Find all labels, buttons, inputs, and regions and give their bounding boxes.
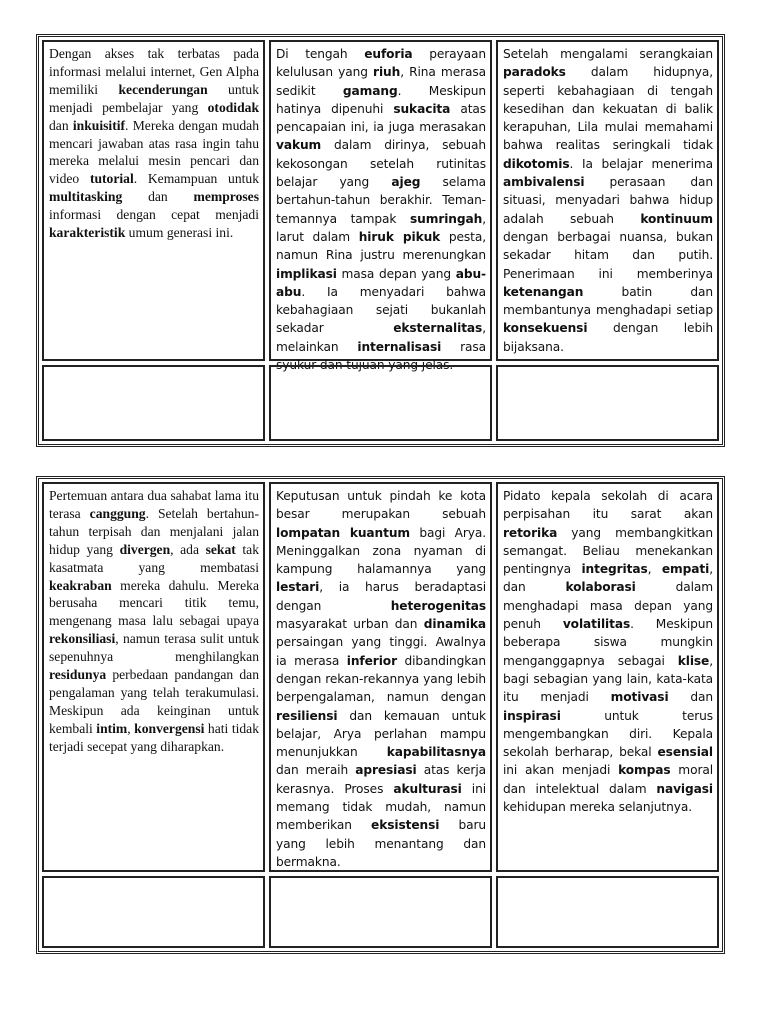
answer-box[interactable] [42,876,265,948]
key-term: sukacita [393,101,451,116]
text-segment: , melainkan [276,321,486,354]
text-segment: dengan lebih bijaksana. [503,321,713,354]
key-term: sekat [205,541,236,557]
text-segment: baru yang lebih menantang dan bermakna. [276,818,486,869]
text-segment: masa depan yang [336,266,456,281]
key-term: euforia [364,47,413,61]
key-term: memproses [193,189,259,205]
key-term: motivasi [610,690,669,705]
key-term: divergen [119,541,171,557]
text-segment: . Ia belajar menerima [569,156,713,171]
text-segment: hati tidak terjadi secepat yang diharapkan. [49,720,259,754]
key-term: retorika [503,525,558,540]
paragraph [503,487,713,816]
key-term: resiliensi [276,708,338,723]
key-term: akulturasi [393,781,462,796]
key-term: multitasking [49,189,123,205]
text-segment: , Rina merasa sedikit [276,65,486,98]
key-term: gamang [342,83,398,98]
key-term: navigasi [656,781,713,796]
text-segment: perayaan kelulusan yang [276,47,487,80]
text-segment: dengan berbagai nuansa, bukan sekadar hitam dan putih. Penerimaan ini memberinya [503,229,713,281]
key-term: sumringah [409,211,483,226]
card-grid [42,482,719,948]
key-term: abu-abu [276,266,486,299]
text-segment: dan [49,117,73,133]
answer-box[interactable] [496,365,719,441]
key-term: volatilitas [562,617,631,632]
paragraph [49,45,259,242]
key-term: esensial [657,745,713,760]
key-term: eksternalitas [393,321,483,336]
key-term: klise [677,653,710,668]
key-term: intim [96,720,128,736]
key-term: kapabilitasnya [386,745,486,760]
key-term: kolaborasi [565,580,636,595]
answer-box[interactable] [496,876,719,948]
text-segment: umum generasi ini. [125,225,234,241]
text-segment: bagi Arya. Meninggalkan zona nyaman di kampung halamannya yang [276,525,486,577]
key-term: hiruk pikuk [358,229,441,244]
key-term: implikasi [276,266,337,281]
paragraph [276,45,486,374]
key-term: dikotomis [503,156,570,171]
text-segment: perbedaan pandangan dan pengalaman yang telah terakumulasi. Meskipun ada keinginan untuk kembali [49,667,259,736]
text-segment: dan [122,189,194,205]
key-term: keakraban [49,577,112,593]
text-cell [269,40,492,373]
text-segment: . Meskipun hatinya dipenuhi [276,83,486,116]
key-term: kompas [618,763,671,778]
text-segment: , [647,562,662,577]
text-segment: Setelah mengalami serangkaian [503,47,713,61]
paragraph [49,487,259,756]
worksheet-card-2 [36,476,725,954]
text-segment: Pertemuan antara dua sahabat lama itu terasa [49,488,259,521]
text-segment: dalam dirinya, sebuah kekosongan setelah rutinitas belajar yang [276,138,486,190]
text-segment: mereka dahulu. Mereka berusaha mencari titik temu, mengenang masa lalu sebagai upaya [49,577,259,629]
text-segment: batin dan membantunya menghadapi setiap [503,284,713,318]
text-segment: kehidupan mereka selanjutnya. [503,800,692,815]
key-term: riuh [373,65,401,80]
key-term: tutorial [89,171,134,187]
text-segment: informasi dengan cepat menjadi [49,207,259,223]
text-segment: , bagi sebagian yang lain, kata-kata itu menjadi [503,653,713,705]
key-term: kecenderungan [118,81,208,97]
key-term: ambivalensi [503,175,585,190]
text-segment: . Mereka dengan mudah mencari jawaban atas rasa ingin tahu mereka melalui mesin pencari dan video [49,117,260,187]
key-term: rekonsiliasi [49,631,116,647]
text-segment: , ada [170,541,206,557]
key-term: konvergensi [134,720,205,736]
text-segment: , namun terasa sulit untuk sepenuhnya menghilangkan [49,631,259,665]
text-segment: yang membangkitkan semangat. Beliau menekankan pentingnya [503,525,713,577]
text-segment: atas kerja kerasnya. Proses [276,763,486,796]
key-term: empati [661,562,710,577]
key-term: canggung [89,505,146,521]
key-term: lestari [276,580,320,595]
text-segment: untuk menjadi pembelajar yang [49,81,259,115]
text-segment: pesta, namun Rina justru merenungkan [276,229,486,263]
text-segment: ini memang tidak mudah, namun memberikan [276,781,486,833]
text-segment: . Setelah bertahun-tahun terpisah dan menjalani jalan hidup yang [49,505,260,557]
paragraph [503,45,713,356]
key-term: kontinuum [640,211,713,226]
text-segment: Pidato kepala sekolah di acara perpisahan itu sarat akan [503,489,713,522]
text-segment: , dan [503,562,713,595]
key-term: internalisasi [357,339,442,354]
key-term: paradoks [503,65,566,80]
key-term: inferior [346,653,397,668]
text-segment: ini akan menjadi [503,763,619,778]
text-cell [496,482,719,872]
key-term: heterogenitas [390,598,486,613]
answer-box[interactable] [269,365,492,441]
text-segment: Keputusan untuk pindah ke kota besar merupakan sebuah [276,489,486,522]
text-segment: dalam menghadapi masa depan yang penuh [503,580,713,632]
text-segment: persaingan yang tinggi. Awalnya ia merasa [276,635,486,668]
paragraph [276,487,486,871]
text-segment: , larut dalam [276,211,486,244]
card-grid [42,40,719,441]
text-cell [42,482,265,872]
text-segment: , [127,720,135,736]
text-segment: moral dan intelektual dalam [503,763,714,796]
worksheet-card-1 [36,34,725,447]
key-term: otodidak [207,99,259,115]
key-term: vakum [276,138,322,153]
text-segment: . Ia menyadari bahwa kebahagiaan sejati bukanlah sekadar [276,284,486,336]
text-segment: selama bertahun-tahun berakhir. Teman-temannya tampak [276,175,487,226]
text-segment: . Meskipun beberapa siswa mungkin menganggapnya sebagai [503,617,713,668]
text-segment: Di tengah [276,47,365,61]
text-segment: . Kemampuan untuk [133,171,259,187]
text-segment: dan [668,690,713,705]
key-term: eksistensi [371,818,440,833]
text-segment: untuk terus mengembangkan diri. Kepala sekolah berharap, bekal [503,708,713,760]
text-segment: atas pencapaian ini, ia juga merasakan [276,101,486,135]
key-term: ketenangan [503,284,584,299]
key-term: residunya [49,667,107,683]
text-segment: Dengan akses tak terbatas pada informasi melalui internet, Gen Alpha memiliki [49,46,259,97]
text-segment: masyarakat urban dan [276,617,424,632]
text-cell [496,40,719,361]
text-segment: dalam hidupnya, seperti kebahagiaan di tengah kesedihan dan kekuatan di balik kerapuhan, Lila mulai memahami bahwa realitas seringkali tidak [503,65,713,153]
key-term: apresiasi [355,763,417,778]
key-term: inspirasi [503,708,561,723]
key-term: inkuisitif [72,117,126,133]
answer-box[interactable] [42,365,265,441]
text-segment: tak kasatmata yang membatasi [49,541,260,575]
text-segment: , ia harus beradaptasi dengan [276,580,486,613]
key-term: integritas [581,562,648,577]
key-term: ajeg [391,175,421,190]
text-cell [269,482,492,872]
text-segment: rasa syukur dan tujuan yang jelas. [276,339,486,373]
key-term: konsekuensi [503,321,588,336]
text-segment: dibandingkan dengan rekan-rekannya yang lebih berpengalaman, namun dengan [276,653,486,705]
answer-box[interactable] [269,876,492,948]
text-segment: perasaan dan situasi, menyadari bahwa hidup adalah sebuah [503,175,713,226]
text-segment: dan meraih [276,763,356,778]
text-cell [42,40,265,361]
text-segment: dan kemauan untuk belajar, Arya perlahan mampu menunjukkan [276,708,486,760]
key-term: dinamika [423,617,486,632]
key-term: karakteristik [49,225,126,241]
key-term: lompatan kuantum [276,525,411,540]
